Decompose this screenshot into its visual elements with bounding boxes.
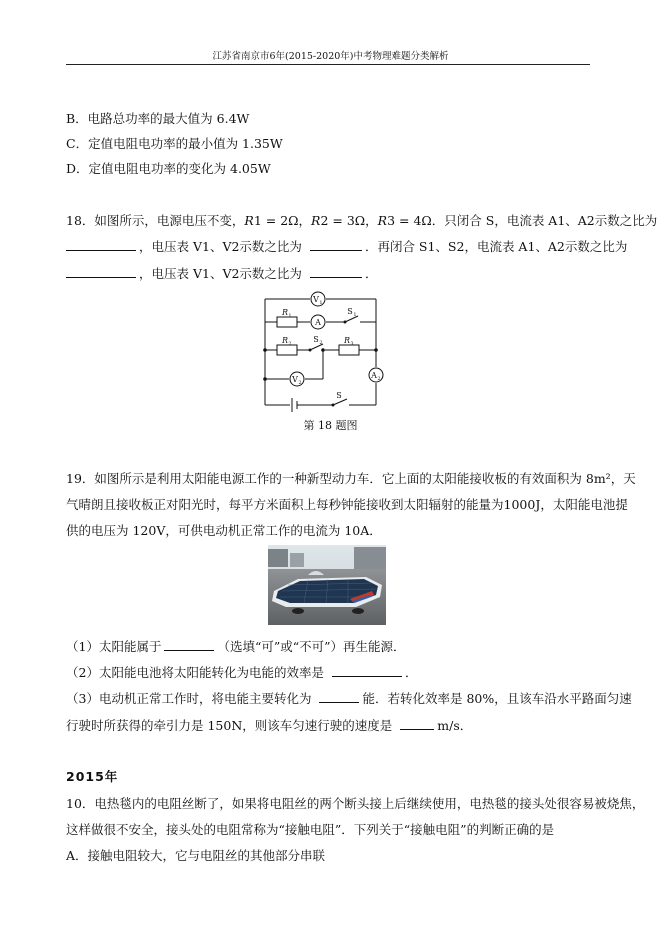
answer-blank[interactable] (310, 276, 362, 278)
a2-label: A (371, 371, 377, 380)
svg-text:A (370, 371, 377, 380)
q19-line-1: 19．如图所示是利用太阳能电源工作的一种新型动力车．它上面的太阳能接收板的有效面积为 8m²，天 (66, 471, 636, 486)
q18-line-3 (66, 264, 377, 282)
s2-subscript: 2 (319, 340, 323, 346)
q18-text: ． (364, 266, 378, 281)
q18-r3-symbol: R (377, 213, 388, 228)
svg-text:S (336, 391, 341, 400)
q19-part-3-cont (66, 716, 472, 734)
answer-blank[interactable] (400, 728, 434, 730)
q18-text: ，电压表 V1、V2示数之比为 (139, 239, 302, 254)
section-year: 2015年 (66, 769, 119, 784)
q18-text: ，电压表 V1、V2示数之比为 (139, 266, 302, 281)
answer-blank[interactable] (66, 249, 136, 251)
svg-text:1 (353, 312, 356, 318)
q10-line-1: 10．电热毯内的电阻丝断了，如果将电阻丝的两个断头接上后继续使用，电热毯的接头处很容易被烧焦， (66, 796, 645, 811)
q19-line-2: 气晴朗且接收板正对阳光时，每平方米面积上每秒钟能接收到太阳辐射的能量为1000J，太阳能电池提 (66, 497, 628, 512)
option-d: D．定值电阻电功率的变化为 4.05W (66, 161, 271, 176)
q10-line-2: 这样做很不安全，接头处的电阻常称为“接触电阻”．下列关于“接触电阻”的判断正确的是 (66, 822, 555, 837)
option-b: B．电路总功率的最大值为 6.4W (66, 111, 250, 126)
r3-label: R (343, 336, 351, 345)
q19-text: 行驶时所获得的牵引力是 150N，则该车匀速行驶的速度是 (66, 718, 393, 733)
v1-label: V (313, 295, 319, 304)
q18-text: A1、A2示数之比为 (548, 213, 658, 228)
q18-text: 1 = 2Ω， (253, 213, 312, 228)
svg-text:1 (288, 313, 291, 319)
q19-text: ． (404, 665, 418, 680)
answer-blank[interactable] (319, 701, 359, 703)
r1-subscript: 1 (288, 313, 292, 319)
q18-text: ．再闭合 S1、S2，电流表 A1、A2示数之比为 (364, 239, 628, 254)
q19-text: （2）太阳能电池将太阳能转化为电能的效率是 (66, 665, 324, 680)
svg-text:2 (298, 380, 301, 386)
solar-car-photo (268, 545, 386, 625)
page-header: 江苏省南京市6年(2015-2020年)中考物理难题分类解析 (212, 51, 449, 62)
s1-subscript: 1 (353, 312, 357, 318)
answer-blank[interactable] (164, 649, 214, 651)
s2-label: S (313, 335, 319, 344)
answer-blank[interactable] (66, 276, 136, 278)
q18-r1-symbol: R (244, 213, 254, 228)
q18-line-1 (66, 211, 657, 229)
q19-text: 能．若转化效率是 80%，且该车沿水平路面匀速 (362, 691, 632, 706)
q18-text: 18．如图所示，电源电压不变， (66, 213, 245, 228)
header-rule (66, 64, 590, 65)
svg-text:R (281, 308, 288, 317)
r3-subscript: 3 (350, 341, 354, 347)
q19-text: （1）太阳能属于 (66, 639, 162, 654)
a1-label: A (315, 318, 321, 327)
svg-text:R (343, 336, 350, 345)
q19-text: m/s． (437, 718, 473, 733)
q19-part-2 (66, 663, 417, 681)
svg-text:S (347, 307, 352, 316)
q18-text: 2 = 3Ω， (320, 213, 378, 228)
s-label: S (336, 391, 342, 400)
r2-label: R (281, 336, 289, 345)
svg-text:1 (319, 300, 322, 306)
s1-label: S (347, 307, 353, 316)
q18-text: 3 = 4Ω．只闭合 S，电流表 (387, 213, 549, 228)
q18-line-2 (66, 237, 627, 255)
answer-blank[interactable] (310, 249, 362, 251)
svg-text:3 (350, 341, 353, 347)
v2-subscript: 2 (298, 380, 302, 386)
svg-text:2 (288, 341, 291, 347)
answer-blank[interactable] (332, 675, 402, 677)
option-c: C．定值电阻电功率的最小值为 1.35W (66, 136, 283, 151)
r1-label: R (281, 308, 289, 317)
a2-subscript: 2 (377, 376, 381, 382)
r2-subscript: 2 (288, 341, 292, 347)
q19-part-1 (66, 637, 406, 655)
q19-part-3 (66, 689, 632, 707)
circuit-diagram (255, 287, 395, 412)
svg-text:V (291, 375, 298, 384)
svg-text:2 (319, 340, 322, 346)
svg-text:V (312, 295, 319, 304)
q10-option-a: A．接触电阻较大，它与电阻丝的其他部分串联 (66, 848, 326, 863)
q18-r2-symbol: R (311, 213, 321, 228)
q19-text: （选填“可”或“不可”）再生能源． (217, 639, 406, 654)
v1-subscript: 1 (319, 300, 323, 306)
svg-text:A (314, 318, 321, 327)
svg-text:S (313, 335, 318, 344)
q19-line-3: 供的电压为 120V，可供电动机正常工作的电流为 10A． (66, 523, 382, 538)
figure-caption: 第 18 题图 (303, 419, 358, 432)
q19-text: （3）电动机正常工作时，将电能主要转化为 (66, 691, 312, 706)
svg-text:R (281, 336, 288, 345)
svg-text:2 (377, 376, 380, 382)
v2-label: V (292, 375, 298, 384)
